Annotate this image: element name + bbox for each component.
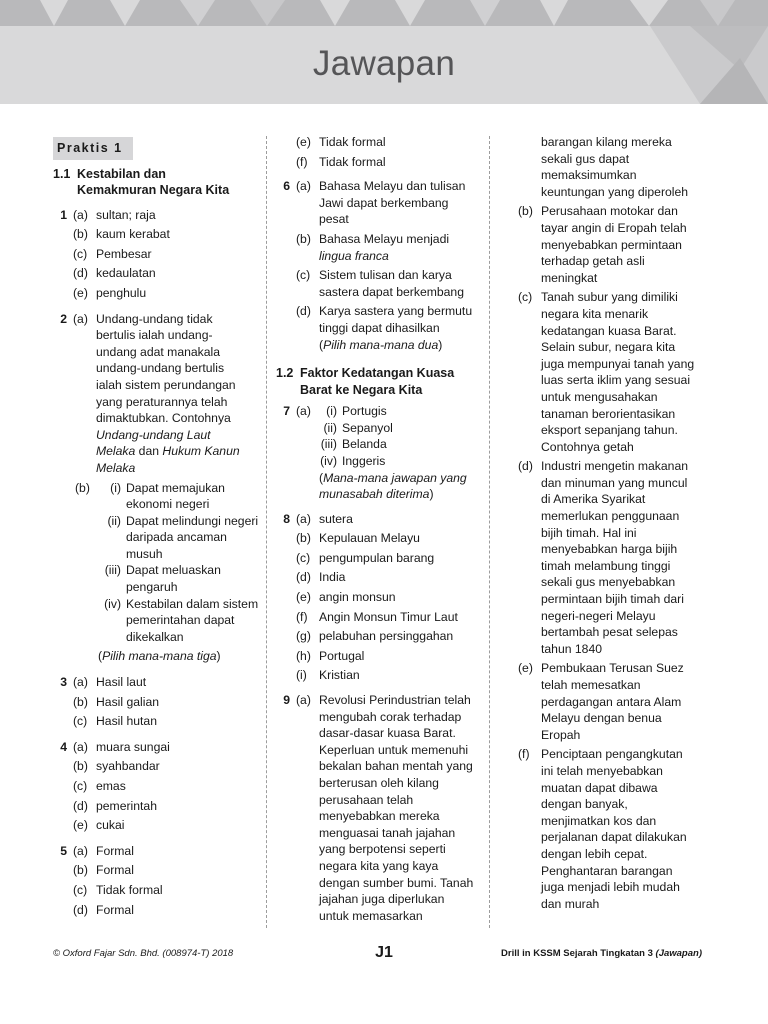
answer-1: 1 (a) sultan; raja (b) kaum kerabat (c) Pembesar (d) kedaulatan (e) penghulu [60,207,170,300]
answer-9d: (d) Industri mengetin makanan dan minuman yang muncul di Amerika Syarikat memerlukan penggunaan bijih timah. Hal ini menyebabkan harga bijih timah melambung tinggi sekali gus menyebabkan permintaan bijih timah dari negeri-negeri Melayu bertambah pesat selepas tahun 1840 [518,459,689,656]
section-heading: 1.1 Kestabilan dan Kemakmuran Negara Kita [53,166,230,198]
answer-9: 9 (a) Revolusi Perindustrian telah mengubah corak terhadap dasar-dasar kuasa Barat. Keperluan untuk memenuhi bekalan bahan mentah yang berterusan oleh kilang perusahaan telah menyebabkan mereka menguasai tanah jajahan yang berpotensi seperti negara kita yang kaya dengan sumber bumi. Tanah jajahan juga diperlukan untuk memasarkan [283,693,474,923]
page-number: J1 [375,944,393,961]
answer-4: 4 (a) muara sungai (b) syahbandar (c) emas (d) pemerintah (e) cukai [60,739,170,833]
column-divider [266,136,267,928]
footer-book-title: Drill in KSSM Sejarah Tingkatan 3 (Jawapan) [501,948,702,959]
footer-copyright: © Oxford Fajar Sdn. Bhd. (008974-T) 2018 [53,948,234,959]
column-2 [276,134,488,924]
page-title: Jawapan [312,44,456,83]
answer-7: 7 (a) (i) Portugis (ii) Sepanyol (iii) Belanda (iv) Inggeris (Mana-mana jawapan yang munasabah diterima) [283,404,467,502]
answer-6: 6 (a) Bahasa Melayu dan tulisan Jawi dapat berkembang pesat (b) Bahasa Melayu menjadi lingua franca (c) Sistem tulisan dan karya sastera dapat berkembang (d) Karya sastera yang bermutu tinggi dapat dihasilkan (Pilih mana-mana dua) [283,179,473,352]
answer-8: 8 (a) sutera (b) Kepulauan Melayu (c) pengumpulan barang (d) India (e) angin monsun (f) Angin Monsun Timur Laut (g) pelabuhan persinggahan (h) Portugal (i) Kristian [283,511,458,683]
answer-9a-continued: barangan kilang mereka sekali gus dapat memaksimumkan keuntungan yang diperoleh [541,135,689,199]
answer-5-continued: (e) Tidak formal (f) Tidak formal [296,135,386,169]
praktis-label: Praktis 1 [53,137,133,160]
answer-3: 3 (a) Hasil laut (b) Hasil galian (c) Hasil hutan [60,675,160,729]
section-heading: 1.2 Faktor Kedatangan Kuasa Barat ke Negara Kita [276,366,455,397]
answer-9f: (f) Penciptaan pengangkutan ini telah menyebabkan muatan dapat dibawa dengan banyak, menjimatkan kos dan perjalanan dapat dilakukan dengan lebih cepat. Penghantaran barangan juga menjadi lebih mudah dan murah [518,747,687,911]
answer-9b: (b) Perusahaan motokar dan tayar angin di Eropah telah menyebabkan permintaan terhadap getah asli meningkat [518,204,687,285]
column-3 [498,134,713,912]
answer-9e: (e) Pembukaan Terusan Suez telah memesatkan perdagangan antara Alam Melayu dengan benua Eropah [518,661,684,742]
column-divider [489,136,490,928]
answer-5: 5 (a) Formal (b) Formal (c) Tidak formal (d) Formal [60,843,163,917]
answer-9c: (c) Tanah subur yang dimiliki negara kita menarik kedatangan kuasa Barat. Selain subur, negara kita juga mempunyai tanah yang luas serta iklim yang sesuai untuk mengusahakan tanaman berorientasikan eksport sepanjang tahun. Contohnya getah [518,290,695,454]
column-1 [53,134,263,918]
answer-2: 2 (a) Undang-undang tidak bertulis ialah undang- undang adat manakala undang-undang bertulis ialah sistem perundangan yang peraturannya telah dimaktubkan. Contohnya Undang-undang Laut Melaka dan Hukum Kanun Melaka (b) (i) Dapat memajukan ekonomi negeri (ii) Dapat melindungi negeri daripada ancaman musuh (iii) Dapat meluaskan pengaruh (iv) Kestabilan dalam sistem pemerintahan dapat dikekalkan (Pilih mana-mana tiga) [60,311,259,664]
